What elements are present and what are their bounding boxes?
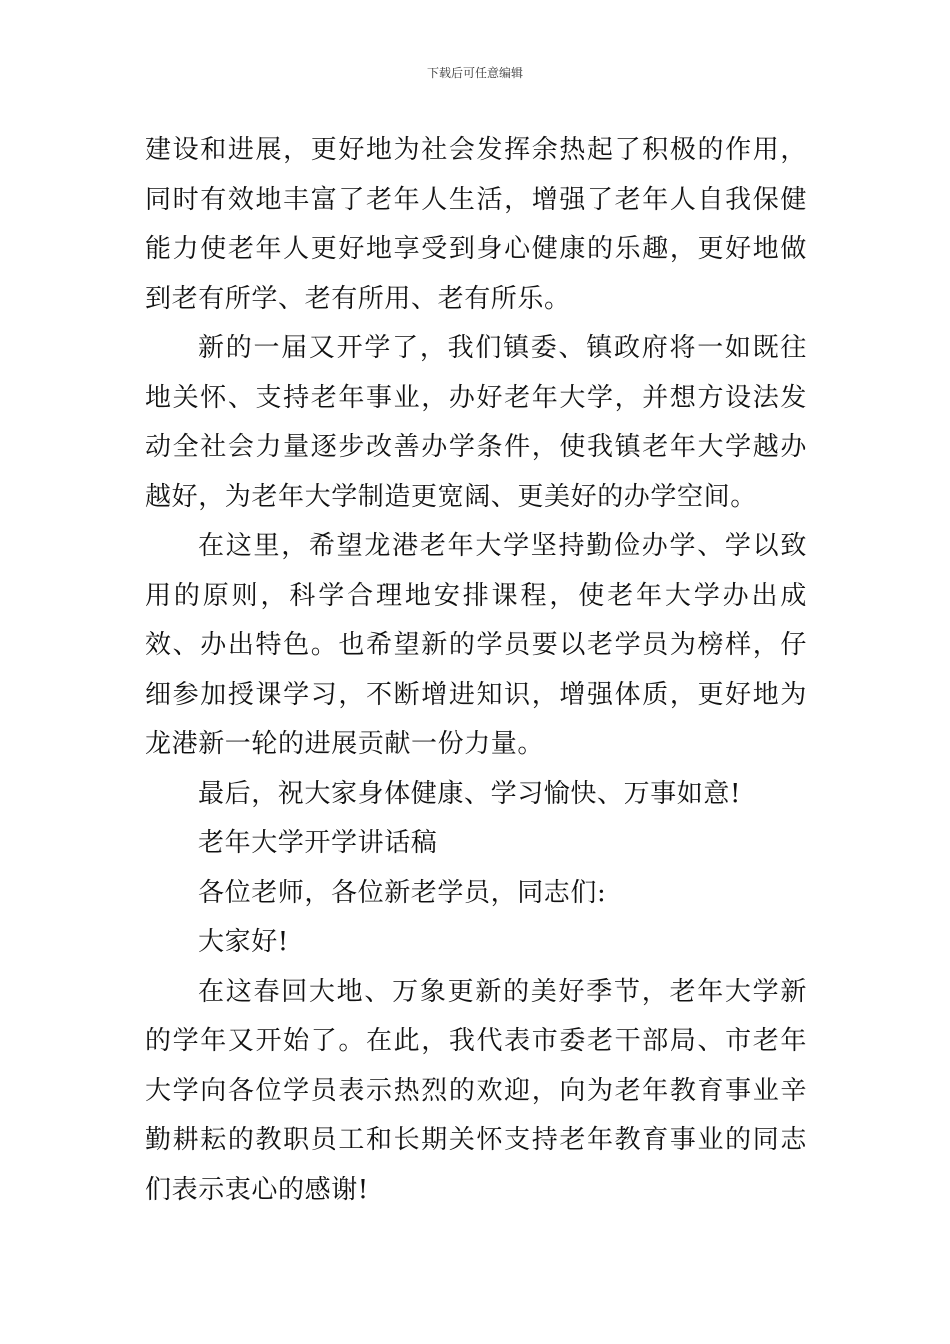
paragraph-new-term: 新的一届又开学了，我们镇委、镇政府将一如既往地关怀、支持老年事业，办好老年大学，并想方设法发动全社会力量逐步改善办学条件，使我镇老年大学越办越好，为老年大学制造更宽阔、更美好的办学空间。 xyxy=(145,333,807,512)
greeting: 大家好! xyxy=(198,927,289,957)
paragraph-continuation: 建设和进展，更好地为社会发挥余热起了积极的作用，同时有效地丰富了老年人生活，增强了老年人自我保健能力使老年人更好地享受到身心健康的乐趣，更好地做到老有所学、老有所用、老有所乐。 xyxy=(145,135,807,314)
section-title: 老年大学开学讲话稿 xyxy=(198,828,438,858)
page-header: 下载后可任意编辑 xyxy=(426,66,523,80)
document-body xyxy=(145,126,807,1215)
paragraph-hopes: 在这里，希望龙港老年大学坚持勤俭办学、学以致用的原则，科学合理地安排课程，使老年大学办出成效、办出特色。也希望新的学员要以老学员为榜样，仔细参加授课学习，不断增进知识，增强体质，更好地为龙港新一轮的进展贡献一份力量。 xyxy=(145,531,807,759)
paragraph-welcome: 在这春回大地、万象更新的美好季节，老年大学新的学年又开始了。在此，我代表市委老干部局、市老年大学向各位学员表示热烈的欢迎，向为老年教育事业辛勤耕耘的教职员工和长期关怀支持老年教育事业的同志们表示衷心的感谢! xyxy=(145,976,807,1205)
paragraph-closing-wishes: 最后，祝大家身体健康、学习愉快、万事如意! xyxy=(198,778,742,809)
salutation: 各位老师，各位新老学员，同志们: xyxy=(198,877,607,908)
